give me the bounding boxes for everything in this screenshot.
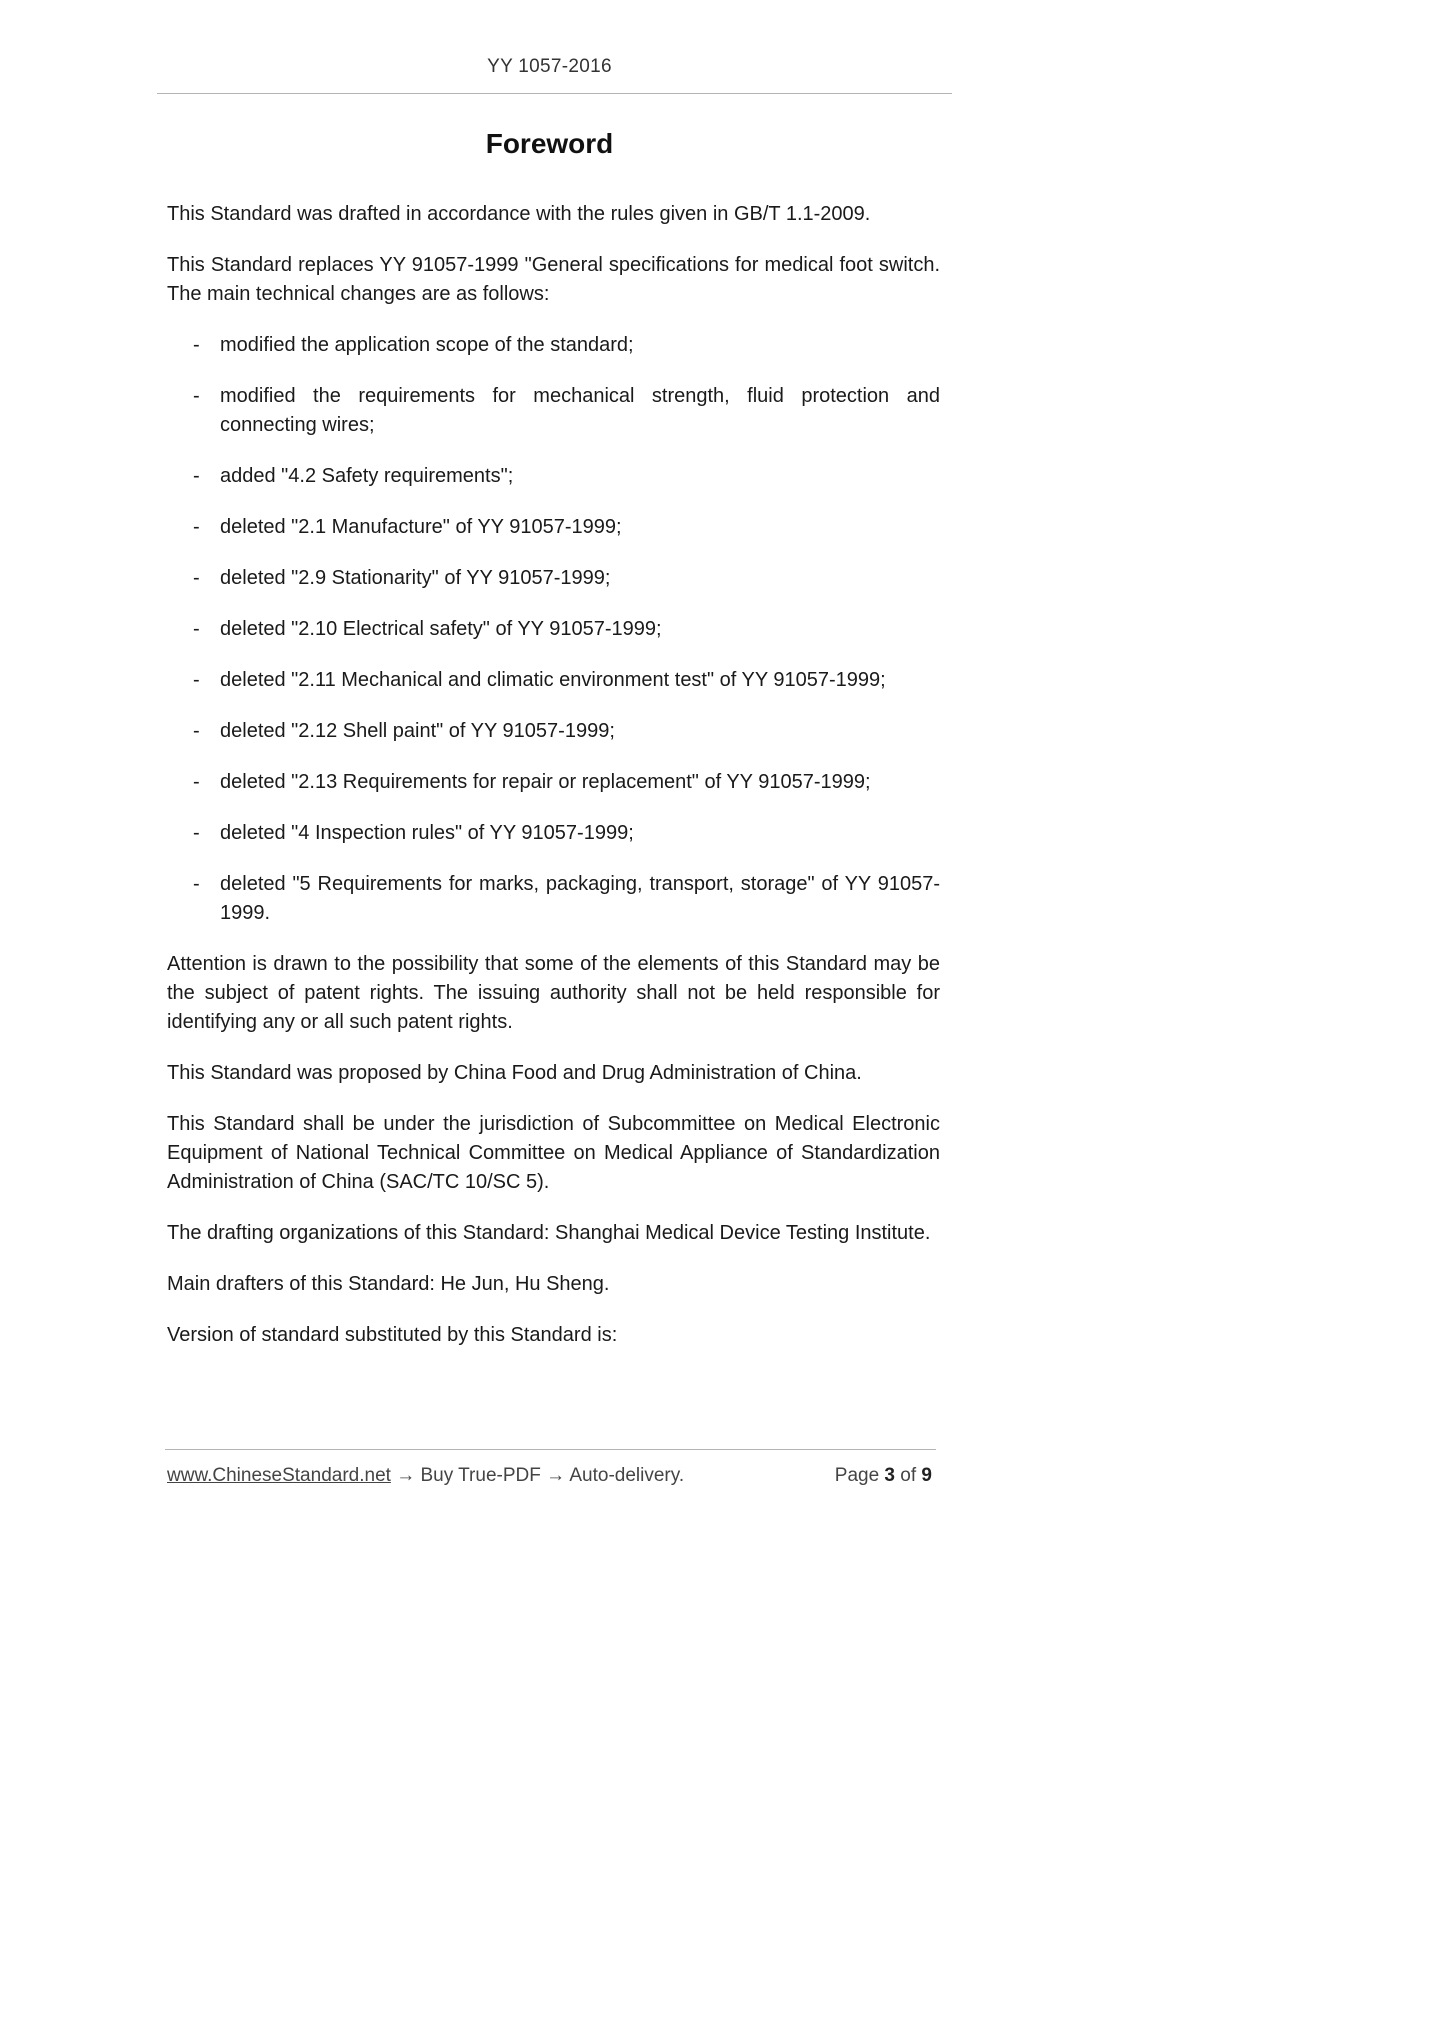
- page-footer: [167, 1465, 935, 1487]
- page-label: Page: [834, 1465, 880, 1486]
- dash-bullet: -: [193, 669, 200, 691]
- patent-notice: Attention is drawn to the possibility that some of the elements of this Standard may be the subject of patent rights. The issuing authority shall not be held responsible for identifying any or all such patent rights.: [167, 953, 940, 1033]
- dash-bullet: -: [193, 334, 200, 356]
- list-item: [167, 666, 940, 695]
- foreword-body: [167, 200, 940, 1372]
- list-item: [167, 564, 940, 593]
- list-item-text: deleted "2.13 Requirements for repair or replacement" of YY 91057-1999;: [220, 771, 871, 793]
- list-item-text: deleted "2.1 Manufacture" of YY 91057-1999;: [220, 516, 622, 538]
- dash-bullet: -: [193, 567, 200, 589]
- list-item: [167, 717, 940, 746]
- main-drafters: Main drafters of this Standard: He Jun, Hu Sheng.: [167, 1273, 610, 1295]
- footer-divider: [165, 1449, 936, 1450]
- dash-bullet: -: [193, 385, 200, 407]
- dash-bullet: -: [193, 516, 200, 538]
- page-title: Foreword: [485, 128, 614, 159]
- list-item: [167, 615, 940, 644]
- jurisdiction-statement: This Standard shall be under the jurisdiction of Subcommittee on Medical Electronic Equipment of National Technical Committee on Medical Appliance of Standardization Administration of China (SAC/TC 10/SC 5).: [167, 1113, 940, 1193]
- header-divider: [157, 93, 952, 94]
- footer-step-buy: Buy True-PDF: [420, 1465, 541, 1486]
- list-item-text: deleted "2.9 Stationarity" of YY 91057-1999;: [220, 567, 611, 589]
- dash-bullet: -: [193, 618, 200, 640]
- proposer-statement: This Standard was proposed by China Food and Drug Administration of China.: [167, 1062, 862, 1084]
- list-item-text: deleted "2.12 Shell paint" of YY 91057-1999;: [220, 720, 615, 742]
- list-item: [167, 819, 940, 848]
- list-item: [167, 768, 940, 797]
- website-link[interactable]: www.ChineseStandard.net: [167, 1465, 391, 1486]
- page-indicator: [835, 1465, 932, 1487]
- arrow-icon: →: [396, 1465, 416, 1486]
- list-item-text: deleted "2.10 Electrical safety" of YY 91057-1999;: [220, 618, 662, 640]
- list-item-text: modified the application scope of the standard;: [220, 334, 634, 356]
- dash-bullet: -: [193, 720, 200, 742]
- list-item: [167, 382, 940, 440]
- list-item-text: deleted "4 Inspection rules" of YY 91057-1999;: [220, 822, 634, 844]
- arrow-icon: →: [546, 1465, 566, 1486]
- list-item-text: deleted "2.11 Mechanical and climatic environment test" of YY 91057-1999;: [220, 669, 886, 691]
- page-of-label: of: [900, 1465, 917, 1486]
- drafting-organizations: The drafting organizations of this Standard: Shanghai Medical Device Testing Institute.: [167, 1222, 931, 1244]
- intro-paragraph: This Standard replaces YY 91057-1999 "General specifications for medical foot switch. The main technical changes are as follows:: [167, 254, 940, 305]
- dash-bullet: -: [193, 465, 200, 487]
- substituted-version: Version of standard substituted by this Standard is:: [167, 1324, 618, 1346]
- dash-bullet: -: [193, 771, 200, 793]
- list-item-text: deleted "5 Requirements for marks, packaging, transport, storage" of YY 91057-1999.: [220, 873, 940, 924]
- changes-list: [167, 331, 940, 928]
- current-page-number: 3: [884, 1465, 895, 1486]
- list-item: [167, 870, 940, 928]
- dash-bullet: -: [193, 873, 200, 895]
- intro-paragraph: This Standard was drafted in accordance with the rules given in GB/T 1.1-2009.: [167, 203, 871, 225]
- total-pages-number: 9: [921, 1465, 932, 1486]
- list-item-text: modified the requirements for mechanical strength, fluid protection and connecting wires;: [220, 385, 940, 436]
- dash-bullet: -: [193, 822, 200, 844]
- list-item: [167, 513, 940, 542]
- list-item: [167, 462, 940, 491]
- footer-step-delivery: Auto-delivery.: [569, 1465, 685, 1486]
- list-item-text: added "4.2 Safety requirements";: [220, 465, 514, 487]
- list-item: [167, 331, 940, 360]
- document-code-header: YY 1057-2016: [487, 56, 612, 77]
